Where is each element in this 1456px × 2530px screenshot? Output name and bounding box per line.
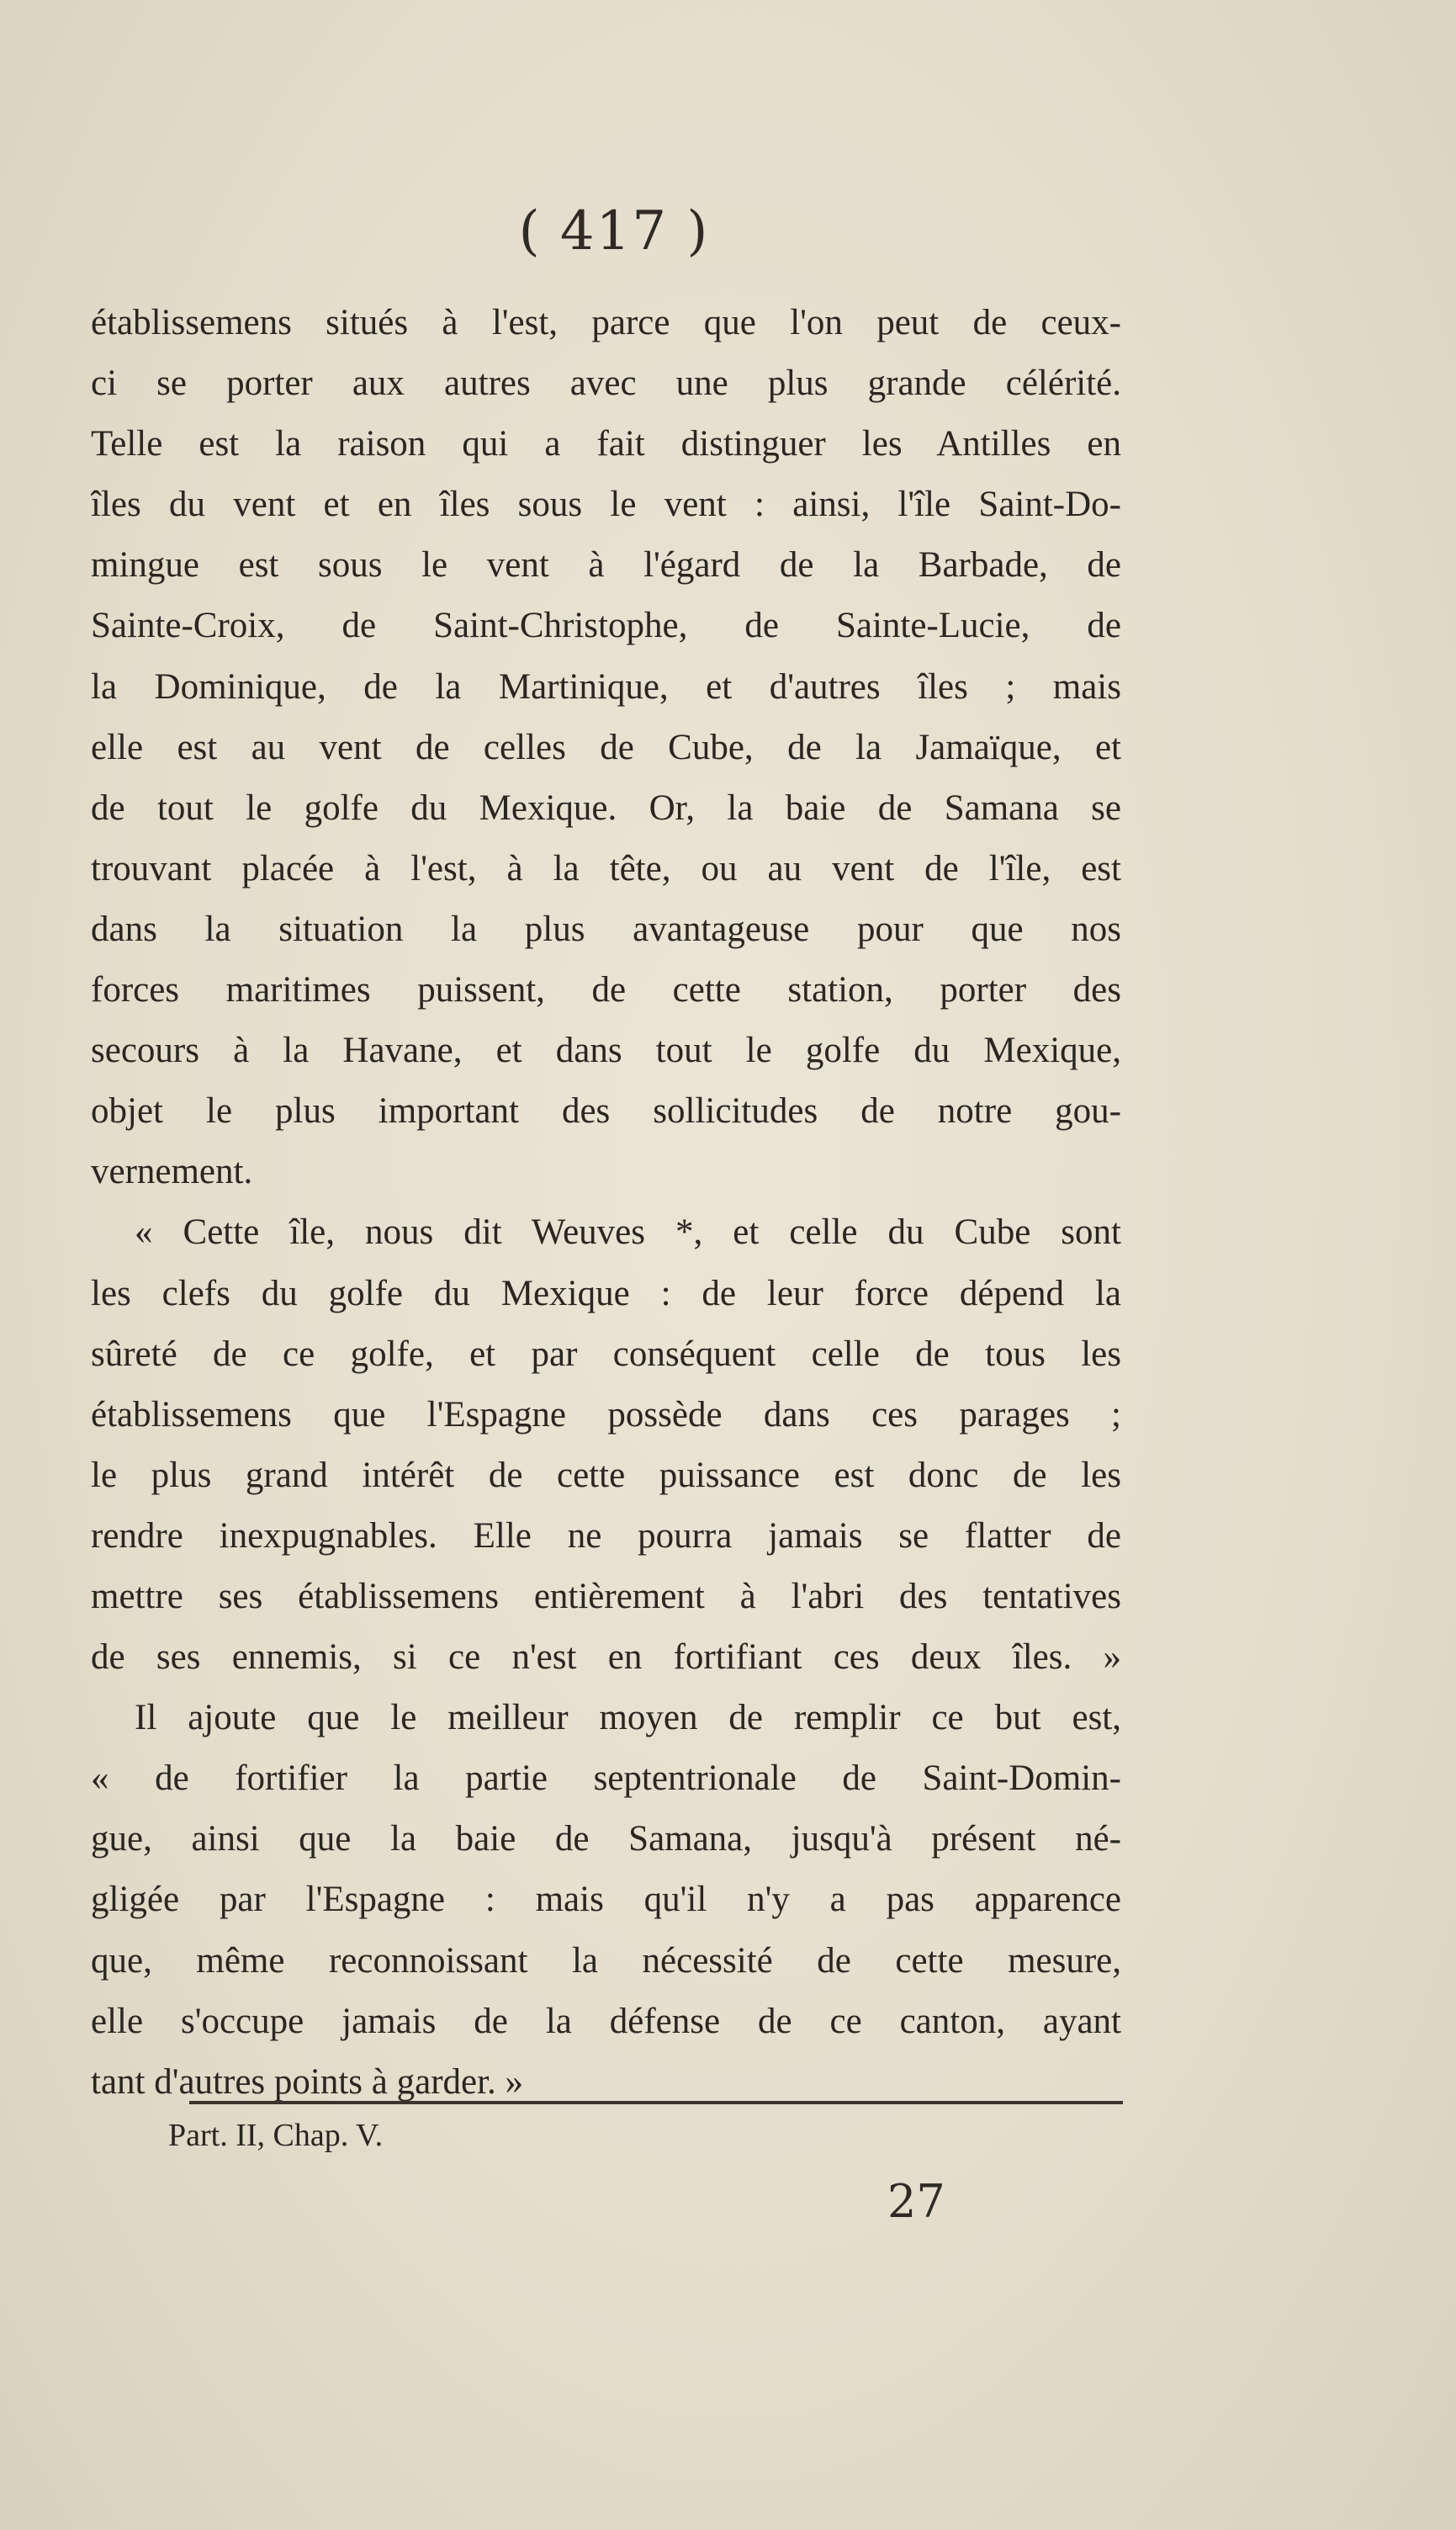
text-line: de ses ennemis, si ce n'est en fortifiant ces deux îles. »: [91, 1637, 1121, 1678]
text-line: sûreté de ce golfe, et par conséquent celle de tous les: [91, 1334, 1121, 1374]
footnote-rule: [189, 2101, 1123, 2104]
text-line: gligée par l'Espagne : mais qu'il n'y a pas apparence: [91, 1880, 1121, 1920]
text-line: mingue est sous le vent à l'égard de la Barbade, de: [91, 545, 1121, 586]
text-line: les clefs du golfe du Mexique : de leur force dépend la: [91, 1273, 1121, 1313]
text-line: mettre ses établissemens entièrement à l'abri des tentatives: [91, 1576, 1121, 1616]
text-line: secours à la Havane, et dans tout le golfe du Mexique,: [91, 1031, 1121, 1071]
text-line: la Dominique, de la Martinique, et d'autres îles ; mais: [91, 666, 1121, 707]
text-line: elle s'occupe jamais de la défense de ce canton, ayant: [91, 2001, 1121, 2041]
text-line: elle est au vent de celles de Cube, de la Jamaïque, et: [91, 727, 1121, 767]
text-line: établissemens que l'Espagne possède dans ces parages ;: [91, 1394, 1121, 1435]
page-number: ( 417 ): [518, 200, 710, 263]
text-line: Il ajoute que le meilleur moyen de remplir ce but est,: [135, 1698, 1121, 1738]
signature-mark: 27: [887, 2175, 945, 2228]
text-line: îles du vent et en îles sous le vent : ainsi, l'île Saint-Do-: [91, 485, 1121, 525]
text-line: objet le plus important des sollicitudes de notre gou-: [91, 1091, 1121, 1132]
text-line: dans la situation la plus avantageuse pour que nos: [91, 909, 1121, 949]
text-line: « Cette île, nous dit Weuves *, et celle du Cube sont: [135, 1212, 1121, 1253]
text-line: rendre inexpugnables. Elle ne pourra jamais se flatter de: [91, 1515, 1121, 1556]
text-line: le plus grand intérêt de cette puissance est donc de les: [91, 1455, 1121, 1495]
text-line: trouvant placée à l'est, à la tête, ou au vent de l'île, est: [91, 848, 1121, 888]
text-line: Telle est la raison qui a fait distinguer les Antilles en: [91, 424, 1121, 464]
body-text: [91, 293, 1121, 2113]
text-line: établissemens situés à l'est, parce que l'on peut de ceux-: [91, 303, 1121, 342]
text-line: que, même reconnoissant la nécessité de cette mesure,: [91, 1940, 1121, 1981]
text-line: « de fortifier la partie septentrionale de Saint-Domin-: [91, 1758, 1121, 1799]
footnote: Part. II, Chap. V.: [168, 2118, 384, 2153]
text-line: ci se porter aux autres avec une plus grande célérité.: [91, 363, 1121, 404]
text-line: de tout le golfe du Mexique. Or, la baie de Samana se: [91, 788, 1121, 828]
text-line: forces maritimes puissent, de cette station, porter des: [91, 970, 1121, 1010]
text-line: vernement.: [91, 1152, 253, 1192]
text-line: gue, ainsi que la baie de Samana, jusqu'à présent né-: [91, 1819, 1121, 1859]
text-line: Sainte-Croix, de Saint-Christophe, de Sainte-Lucie, de: [91, 606, 1121, 646]
text-line: tant d'autres points à garder. »: [91, 2061, 524, 2102]
